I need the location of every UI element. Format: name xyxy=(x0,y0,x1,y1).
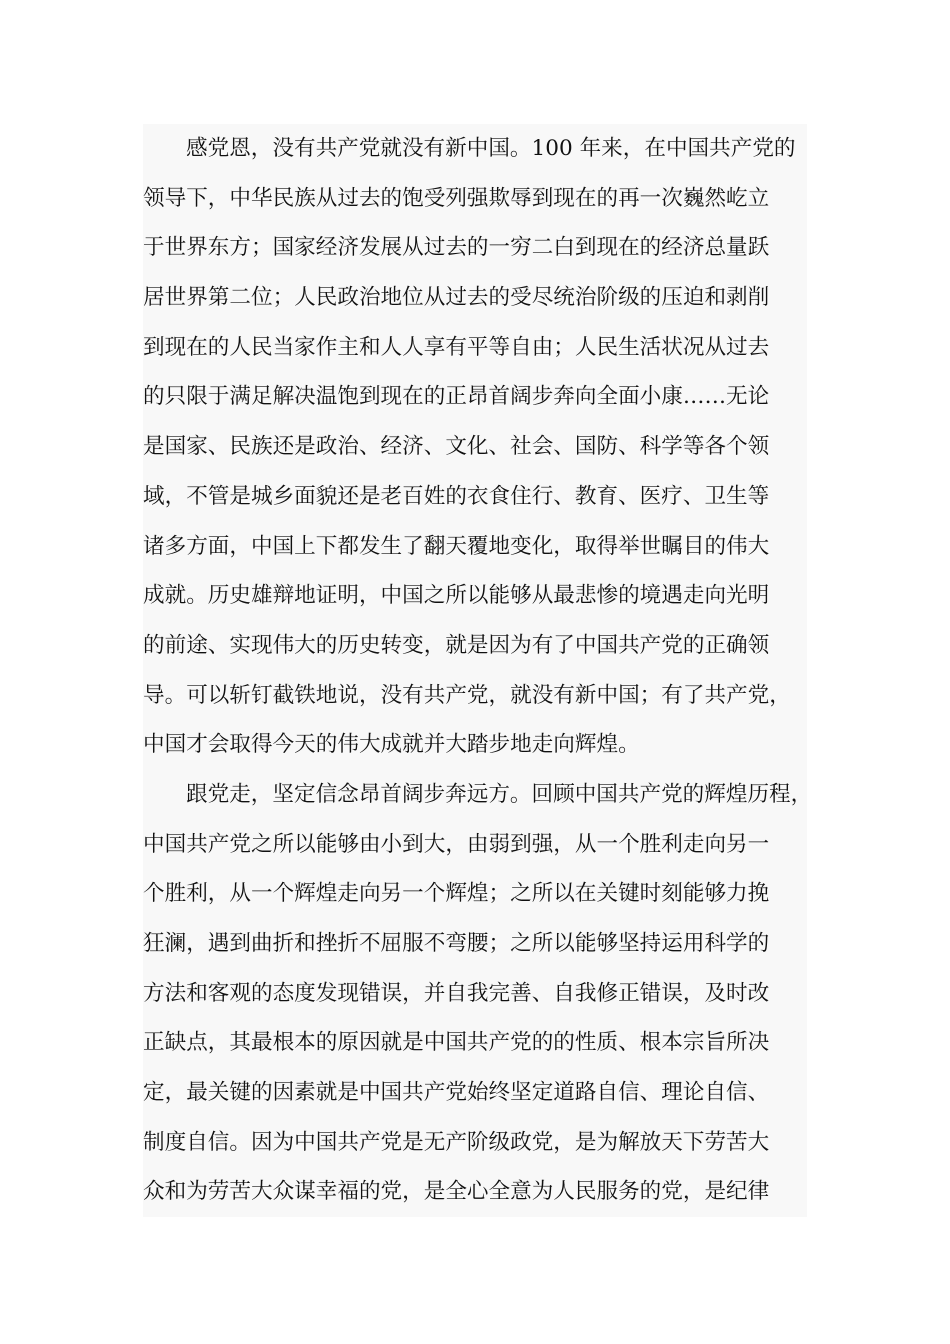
body-text xyxy=(143,124,813,1217)
text-line: 领导下，中华民族从过去的饱受列强欺辱到现在的再一次巍然屹立 xyxy=(143,185,770,211)
text-line: 导。可以斩钉截铁地说，没有共产党，就没有新中国；有了共产党， xyxy=(143,682,791,708)
text-line: 居世界第二位；人民政治地位从过去的受尽统治阶级的压迫和剥削 xyxy=(143,285,770,311)
text-line: 个胜利，从一个辉煌走向另一个辉煌；之所以在关键时刻能够力挽 xyxy=(143,881,770,907)
text-line: 正缺点，其最根本的原因就是中国共产党的的性质、根本宗旨所决 xyxy=(143,1030,770,1056)
text-line: 成就。历史雄辩地证明，中国之所以能够从最悲惨的境遇走向光明 xyxy=(143,583,770,609)
text-line: 众和为劳苦大众谋幸福的党，是全心全意为人民服务的党，是纪律 xyxy=(143,1179,770,1205)
text-line: 定，最关键的因素就是中国共产党始终坚定道路自信、理论自信、 xyxy=(143,1080,770,1106)
text-line: 域，不管是城乡面貌还是老百姓的衣食住行、教育、医疗、卫生等 xyxy=(143,483,770,509)
text-line: 方法和客观的态度发现错误，并自我完善、自我修正错误，及时改 xyxy=(143,980,770,1006)
text-line: 中国才会取得今天的伟大成就并大踏步地走向辉煌。 xyxy=(143,732,640,758)
text-line: 制度自信。因为中国共产党是无产阶级政党，是为解放天下劳苦大 xyxy=(143,1129,770,1155)
text-line: 中国共产党之所以能够由小到大，由弱到强，从一个胜利走向另一 xyxy=(143,831,770,857)
text-line: 感党恩，没有共产党就没有新中国。100 年来，在中国共产党的 xyxy=(186,136,796,161)
text-line: 狂澜，遇到曲折和挫折不屈服不弯腰；之所以能够坚持运用科学的 xyxy=(143,931,770,956)
paragraph-1 xyxy=(143,124,807,770)
text-line: 的只限于满足解决温饱到现在的正昂首阔步奔向全面小康……无论 xyxy=(143,384,770,410)
text-line: 于世界东方；国家经济发展从过去的一穷二白到现在的经济总量跃 xyxy=(143,235,770,261)
text-line: 跟党走，坚定信念昂首阔步奔远方。回顾中国共产党的辉煌历程， xyxy=(186,781,813,807)
text-line: 到现在的人民当家作主和人人享有平等自由；人民生活状况从过去 xyxy=(143,334,770,360)
text-line: 的前途、实现伟大的历史转变，就是因为有了中国共产党的正确领 xyxy=(143,632,770,658)
text-line: 是国家、民族还是政治、经济、文化、社会、国防、科学等各个领 xyxy=(143,434,770,460)
paragraph-2 xyxy=(143,770,813,1217)
text-line: 诸多方面，中国上下都发生了翻天覆地变化，取得举世瞩目的伟大 xyxy=(143,533,770,559)
